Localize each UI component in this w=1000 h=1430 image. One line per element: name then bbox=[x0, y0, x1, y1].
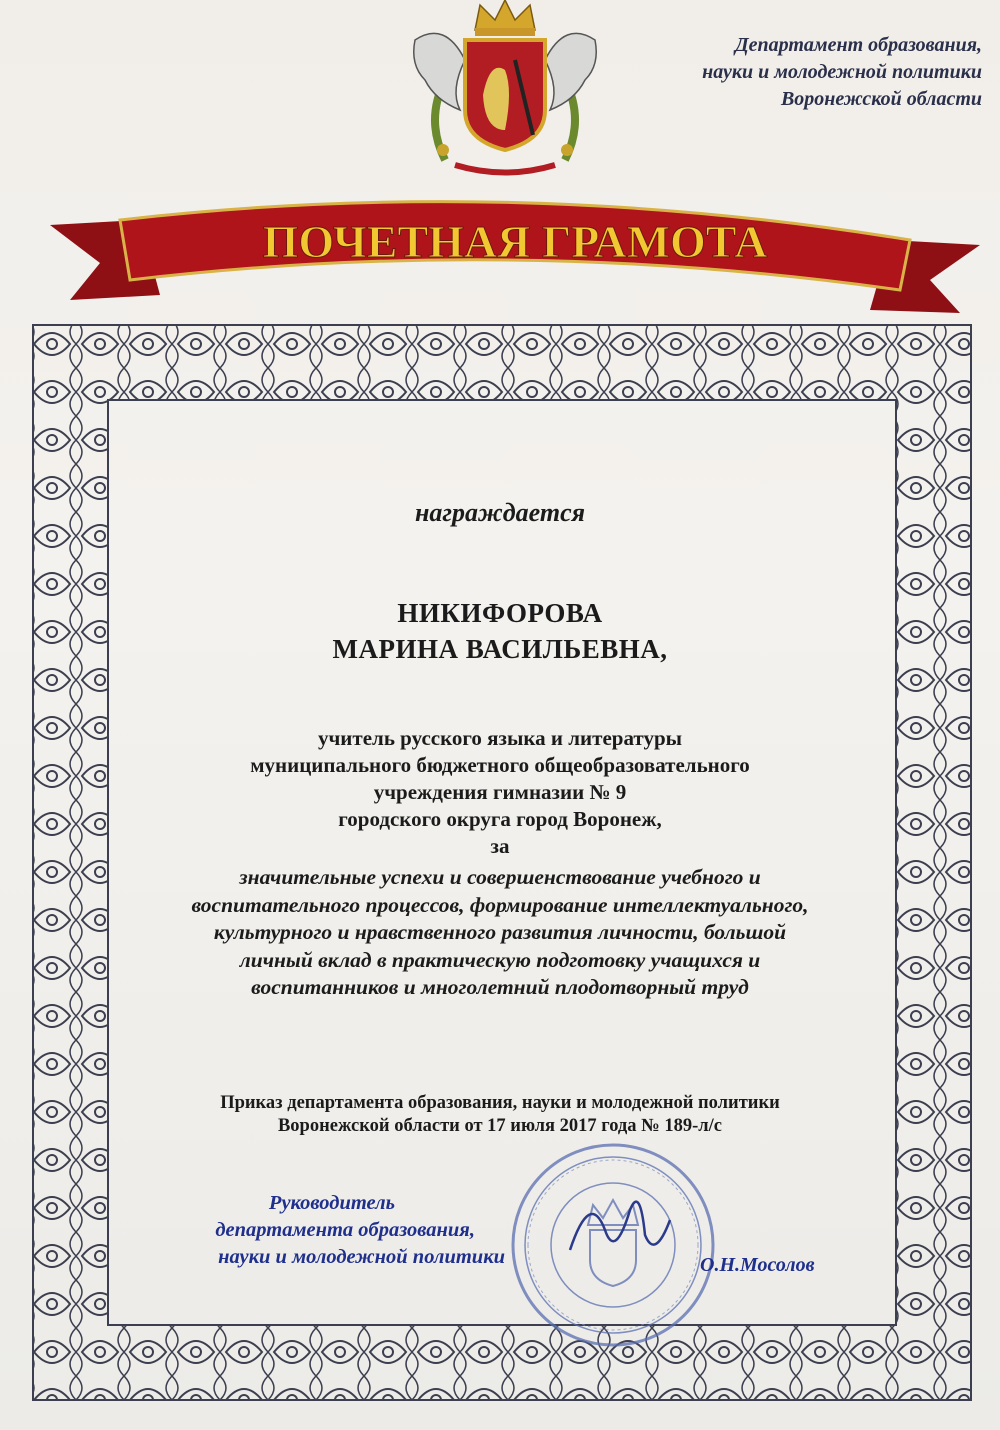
signatory-title bbox=[125, 1190, 505, 1271]
ribbon-title: ПОЧЕТНАЯ ГРАМОТА bbox=[262, 216, 768, 267]
awarded-label: награждается bbox=[414, 498, 586, 527]
order-reference bbox=[130, 1092, 870, 1138]
department-line: Департамент образования, bbox=[734, 34, 982, 56]
position-line: муниципального бюджетного общеобразовательного bbox=[250, 753, 750, 777]
signer-name: О.Н.Мосолов bbox=[700, 1254, 815, 1276]
name-line: НИКИФОРОВА bbox=[397, 598, 603, 628]
position-line: городского округа город Воронеж, bbox=[338, 807, 662, 831]
order-line: Приказ департамента образования, науки и молодежной политики bbox=[220, 1093, 780, 1113]
signatory-title-line: Руководитель bbox=[268, 1192, 395, 1214]
name-line: МАРИНА ВАСИЛЬЕВНА, bbox=[332, 634, 668, 664]
department-header bbox=[662, 32, 982, 113]
signatory-title-line: науки и молодежной политики bbox=[218, 1246, 505, 1268]
recipient-name bbox=[120, 595, 880, 667]
reason-line: культурного и нравственного развития личности, большой bbox=[213, 920, 787, 944]
coat-of-arms-emblem bbox=[405, 0, 605, 180]
reason-line: воспитанников и многолетний плодотворный труд bbox=[251, 975, 749, 999]
position-line: за bbox=[490, 834, 510, 858]
recipient-position bbox=[120, 725, 880, 860]
reason-line: значительные успехи и совершенствование учебного и bbox=[239, 865, 761, 889]
award-reason bbox=[135, 864, 865, 1002]
department-line: Воронежской области bbox=[780, 88, 982, 110]
position-line: учреждения гимназии № 9 bbox=[373, 780, 627, 804]
order-line: Воронежской области от 17 июля 2017 года № 189-л/с bbox=[277, 1116, 723, 1136]
reason-line: личный вклад в практическую подготовку учащихся и bbox=[239, 947, 761, 972]
title-ribbon bbox=[50, 185, 980, 315]
position-line: учитель русского языка и литературы bbox=[317, 726, 683, 750]
signatory-title-line: департамента образования, bbox=[215, 1219, 475, 1241]
signature bbox=[560, 1180, 680, 1270]
reason-line: воспитательного процессов, формирование интеллектуального, bbox=[191, 892, 809, 917]
department-line: науки и молодежной политики bbox=[702, 61, 982, 83]
